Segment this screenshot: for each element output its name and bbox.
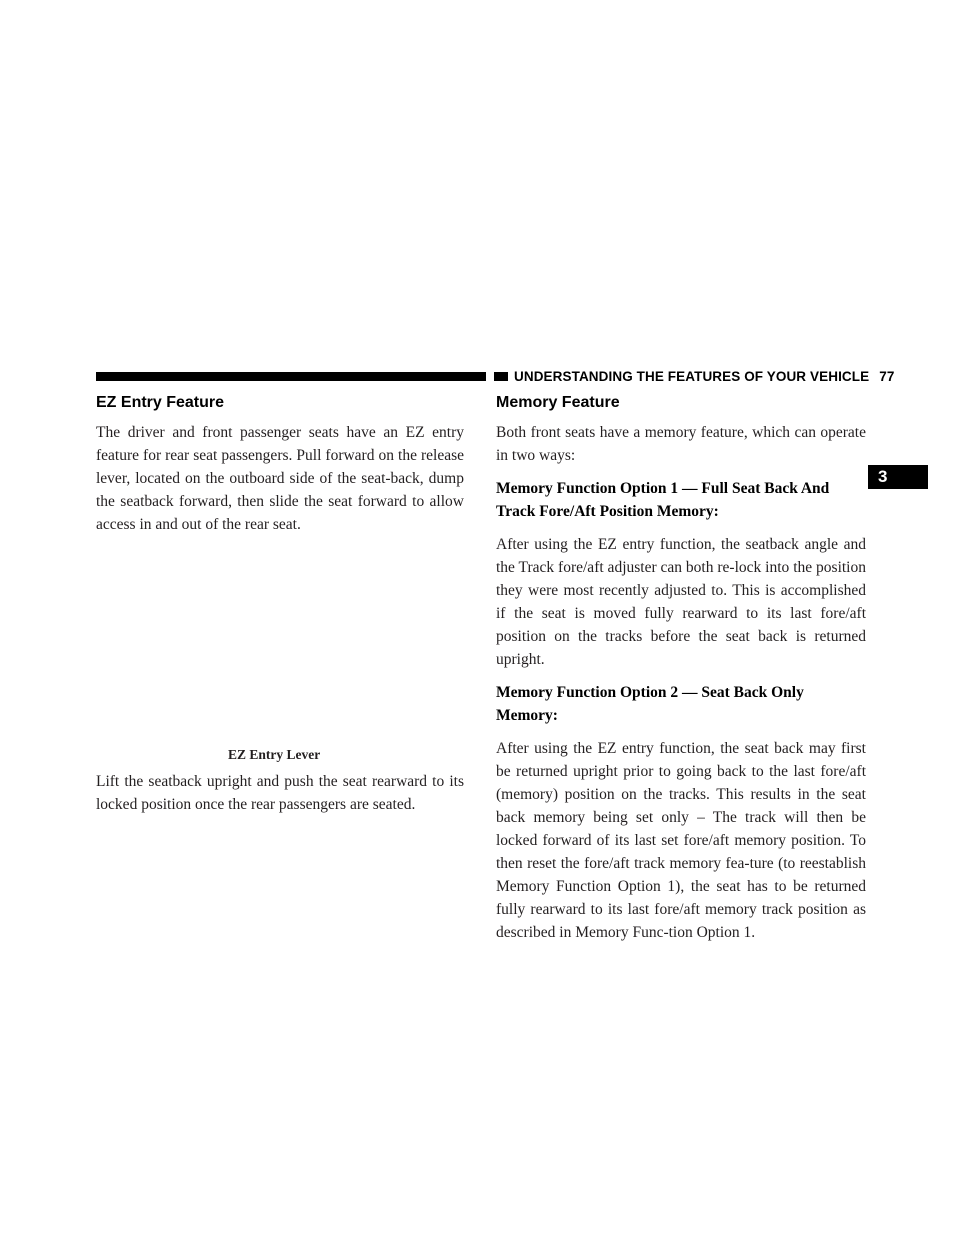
header-section-title: UNDERSTANDING THE FEATURES OF YOUR VEHICLE [514,369,870,384]
left-column [96,393,464,826]
option1-heading: Memory Function Option 1 — Full Seat Back And Track Fore/Aft Position Memory: [496,480,830,520]
chapter-tab: 3 [868,465,928,489]
ez-entry-heading: EZ Entry Feature [96,394,225,411]
right-column [496,393,866,954]
option2-heading: Memory Function Option 2 — Seat Back Only Memory: [496,684,804,724]
memory-feature-heading: Memory Feature [496,394,620,411]
running-header [508,370,900,384]
option2-text: After using the EZ entry function, the seat back may first be returned upright prior to going back to the last fore/aft (memory) position on the tracks. This results in the seat back memory being set only – The track will then be locked forward of its last set fore/aft memory position. To then reset the fore/aft track memory fea-ture (to reestablish Memory Function Option 1), the seat has to be returned fully rearward to its last fore/aft memory track position as described in Memory Func-tion Option 1. [496,740,866,941]
ez-entry-paragraph-2: Lift the seatback upright and push the seat rearward to its locked position once the rear passengers are seated. [96,773,464,813]
header-rule-left [96,372,486,381]
figure-caption: EZ Entry Lever [228,747,321,762]
ez-entry-paragraph: The driver and front passenger seats have an EZ entry feature for rear seat passengers. Pull forward on the release lever, located on the outboard side of the seat-back, dump the seatback forward, then slide the seat forward to allow access in and out of the rear seat. [96,424,464,533]
memory-intro: Both front seats have a memory feature, which can operate in two ways: [496,424,866,464]
option1-text: After using the EZ entry function, the seatback angle and the Track fore/aft adjuster can both re-lock into the position they were most recently adjusted to. This is accomplished if the seat is moved fully rearward to its last fore/aft position on the tracks before the seat back is returned upright. [496,536,866,668]
page-number: 77 [879,369,895,384]
figure-placeholder [96,546,464,746]
